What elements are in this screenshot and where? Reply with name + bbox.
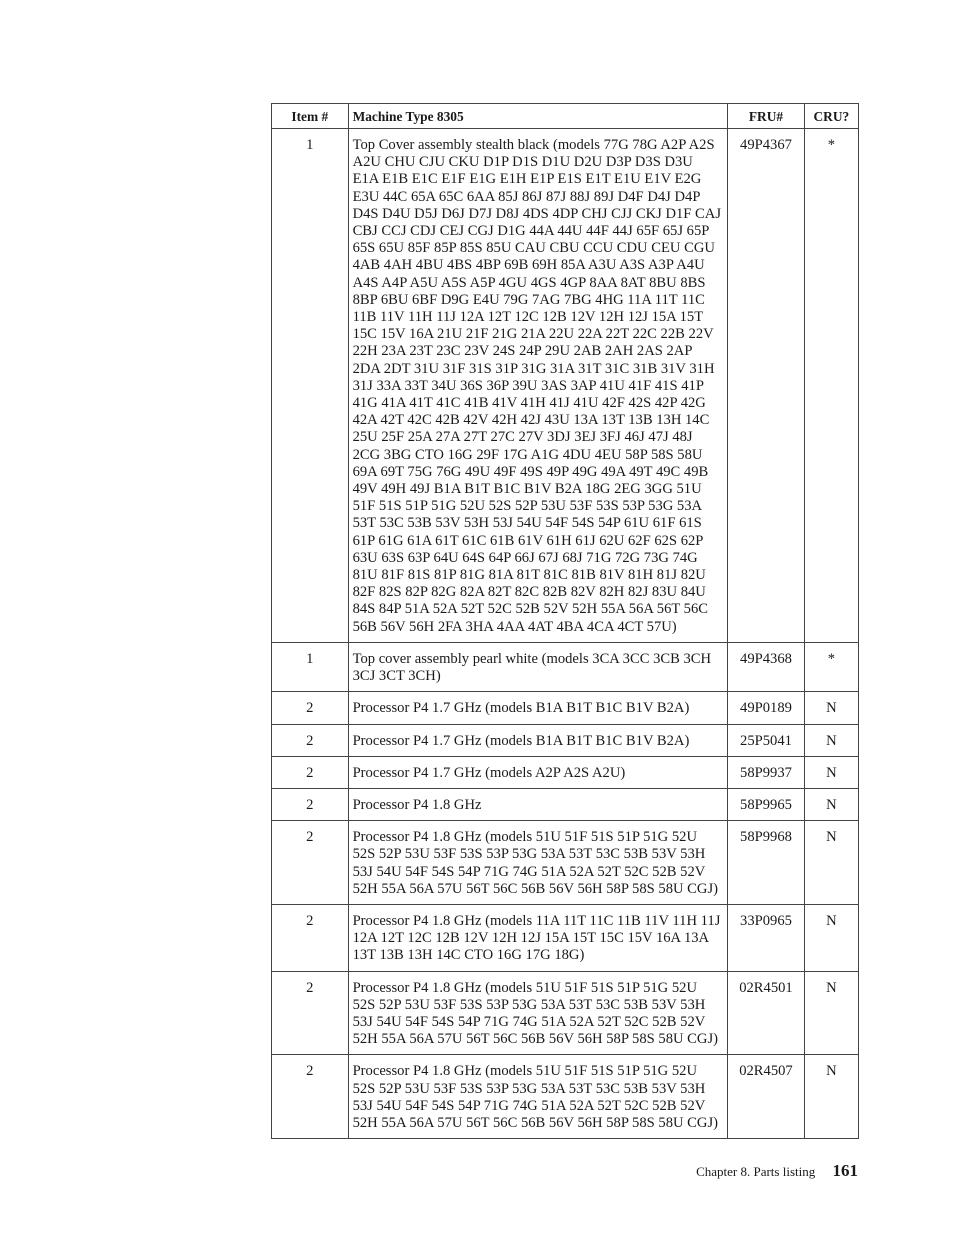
table-row	[272, 1055, 859, 1139]
table-row	[272, 904, 859, 971]
table-header-row	[272, 104, 859, 129]
fru-number: 49P4368	[728, 642, 805, 691]
part-description: Processor P4 1.8 GHz (models 11A 11T 11C 11B 11V 11H 11J 12A 12T 12C 12B 12V 12H 12J 15A 15T 15C 15V 16A 13A 13T 13B 13H 14C CTO 16G 17G 18G)	[348, 904, 728, 971]
part-description: Processor P4 1.7 GHz (models B1A B1T B1C B1V B2A)	[348, 724, 728, 756]
table-row	[272, 642, 859, 691]
part-description: Processor P4 1.8 GHz (models 51U 51F 51S 51P 51G 52U 52S 52P 53U 53F 53S 53P 53G 53A 53T 53C 53B 53V 53H 53J 54U 54F 54S 54P 71G 74G 51A 52A 52T 52C 52B 52V 52H 55A 56A 57U 56T 56C 56B 56V 56H 58P 58S 58U CGJ)	[348, 821, 728, 905]
cru-flag: N	[804, 692, 858, 724]
header-machine-type: Machine Type 8305	[348, 104, 728, 129]
part-description: Top Cover assembly stealth black (models 77G 78G A2P A2S A2U CHU CJU CKU D1P D1S D1U D2U D3P D3S D3U E1A E1B E1C E1F E1G E1H E1P E1S E1T E1U E1V E2G E3U 44C 65A 65C 6AA 85J 86J 87J 88J 89J D4F D4J D4P D4S D4U D5J D6J D7J D8J 4DS 4DP CHJ CJJ CKJ D1F CAJ CBJ CCJ CDJ CEJ CGJ D1G 44A 44U 44F 44J 65F 65J 65P 65S 65U 85F 85P 85S 85U CAU CBU CCU CDU CEU CGU 4AB 4AH 4BU 4BS 4BP 69B 69H 85A A3U A3S A3P A4U A4S A4P A5U A5S A5P 4GU 4GS 4GP 8AA 8AT 8BU 8BS 8BP 6BU 6BF D9G E4U 79G 7AG 7BG 4HG 11A 11T 11C 11B 11V 11H 11J 12A 12T 12C 12B 12V 12H 12J 15A 15T 15C 15V 16A 21U 21F 21G 21A 22U 22A 22T 22C 22B 22V 22H 23A 23T 23C 23V 24S 24P 29U 2AB 2AH 2AS 2AP 2DA 2DT 31U 31F 31S 31P 31G 31A 31T 31C 31B 31V 31H 31J 33A 33T 34U 36S 36P 39U 3AS 3AP 41U 41F 41S 41P 41G 41A 41T 41C 41B 41V 41H 41J 41U 42F 42S 42P 42G 42A 42T 42C 42B 42V 42H 42J 43U 13A 13T 13B 13H 14C 25U 25F 25A 27A 27T 27C 27V 3DJ 3EJ 3FJ 46J 47J 48J 2CG 3BG CTO 16G 29F 17G A1G 4DU 4EU 58P 58S 58U 69A 69T 75G 76G 49U 49F 49S 49P 49G 49A 49T 49C 49B 49V 49H 49J B1A B1T B1C B1V B2A 18G 2EG 3GG 51U 51F 51S 51P 51G 52U 52S 52P 53U 53F 53S 53P 53G 53A 53T 53C 53B 53V 53H 53J 54U 54F 54S 54P 61U 61F 61S 61P 61G 61A 61T 61C 61B 61V 61H 61J 62U 62F 62S 62P 63U 63S 63P 64U 64S 64P 66J 67J 68J 71G 72G 73G 74G 81U 81F 81S 81P 81G 81A 81T 81C 81B 81V 81H 81J 82U 82F 82S 82P 82G 82A 82T 82C 82B 82V 82H 82J 83U 84U 84S 84P 51A 52A 52T 52C 52B 52V 52H 55A 56A 56T 56C 56B 56V 56H 2FA 3HA 4AA 4AT 4BA 4CA 4CT 57U)	[348, 129, 728, 643]
cru-flag: *	[804, 129, 858, 643]
part-description: Processor P4 1.7 GHz (models B1A B1T B1C B1V B2A)	[348, 692, 728, 724]
table-row	[272, 788, 859, 820]
fru-number: 02R4501	[728, 971, 805, 1055]
cru-flag: N	[804, 821, 858, 905]
part-description: Processor P4 1.8 GHz (models 51U 51F 51S 51P 51G 52U 52S 52P 53U 53F 53S 53P 53G 53A 53T 53C 53B 53V 53H 53J 54U 54F 54S 54P 71G 74G 51A 52A 52T 52C 52B 52V 52H 55A 56A 57U 56T 56C 56B 56V 56H 58P 58S 58U CGJ)	[348, 971, 728, 1055]
item-number: 2	[272, 756, 349, 788]
item-number: 2	[272, 724, 349, 756]
item-number: 2	[272, 1055, 349, 1139]
fru-number: 58P9968	[728, 821, 805, 905]
table-row	[272, 692, 859, 724]
item-number: 2	[272, 971, 349, 1055]
cru-flag: N	[804, 1055, 858, 1139]
cru-flag: N	[804, 971, 858, 1055]
cru-flag: N	[804, 788, 858, 820]
part-description: Processor P4 1.8 GHz (models 51U 51F 51S 51P 51G 52U 52S 52P 53U 53F 53S 53P 53G 53A 53T 53C 53B 53V 53H 53J 54U 54F 54S 54P 71G 74G 51A 52A 52T 52C 52B 52V 52H 55A 56A 57U 56T 56C 56B 56V 56H 58P 58S 58U CGJ)	[348, 1055, 728, 1139]
part-description: Processor P4 1.7 GHz (models A2P A2S A2U)	[348, 756, 728, 788]
item-number: 2	[272, 788, 349, 820]
chapter-title: Chapter 8. Parts listing	[696, 1164, 816, 1179]
fru-number: 58P9965	[728, 788, 805, 820]
page-number: 161	[832, 1161, 858, 1180]
parts-table	[271, 103, 859, 1139]
cru-flag: *	[804, 642, 858, 691]
part-description: Top cover assembly pearl white (models 3CA 3CC 3CB 3CH 3CJ 3CT 3CH)	[348, 642, 728, 691]
cru-flag: N	[804, 756, 858, 788]
fru-number: 25P5041	[728, 724, 805, 756]
fru-number: 58P9937	[728, 756, 805, 788]
table-row	[272, 756, 859, 788]
header-fru: FRU#	[728, 104, 805, 129]
header-cru: CRU?	[804, 104, 858, 129]
part-description: Processor P4 1.8 GHz	[348, 788, 728, 820]
fru-number: 33P0965	[728, 904, 805, 971]
header-item: Item #	[272, 104, 349, 129]
fru-number: 02R4507	[728, 1055, 805, 1139]
cru-flag: N	[804, 904, 858, 971]
table-row	[272, 821, 859, 905]
table-row	[272, 129, 859, 643]
table-row	[272, 724, 859, 756]
item-number: 2	[272, 821, 349, 905]
fru-number: 49P0189	[728, 692, 805, 724]
fru-number: 49P4367	[728, 129, 805, 643]
item-number: 1	[272, 642, 349, 691]
cru-flag: N	[804, 724, 858, 756]
item-number: 2	[272, 904, 349, 971]
item-number: 2	[272, 692, 349, 724]
table-row	[272, 971, 859, 1055]
page-footer	[696, 1161, 858, 1181]
item-number: 1	[272, 129, 349, 643]
